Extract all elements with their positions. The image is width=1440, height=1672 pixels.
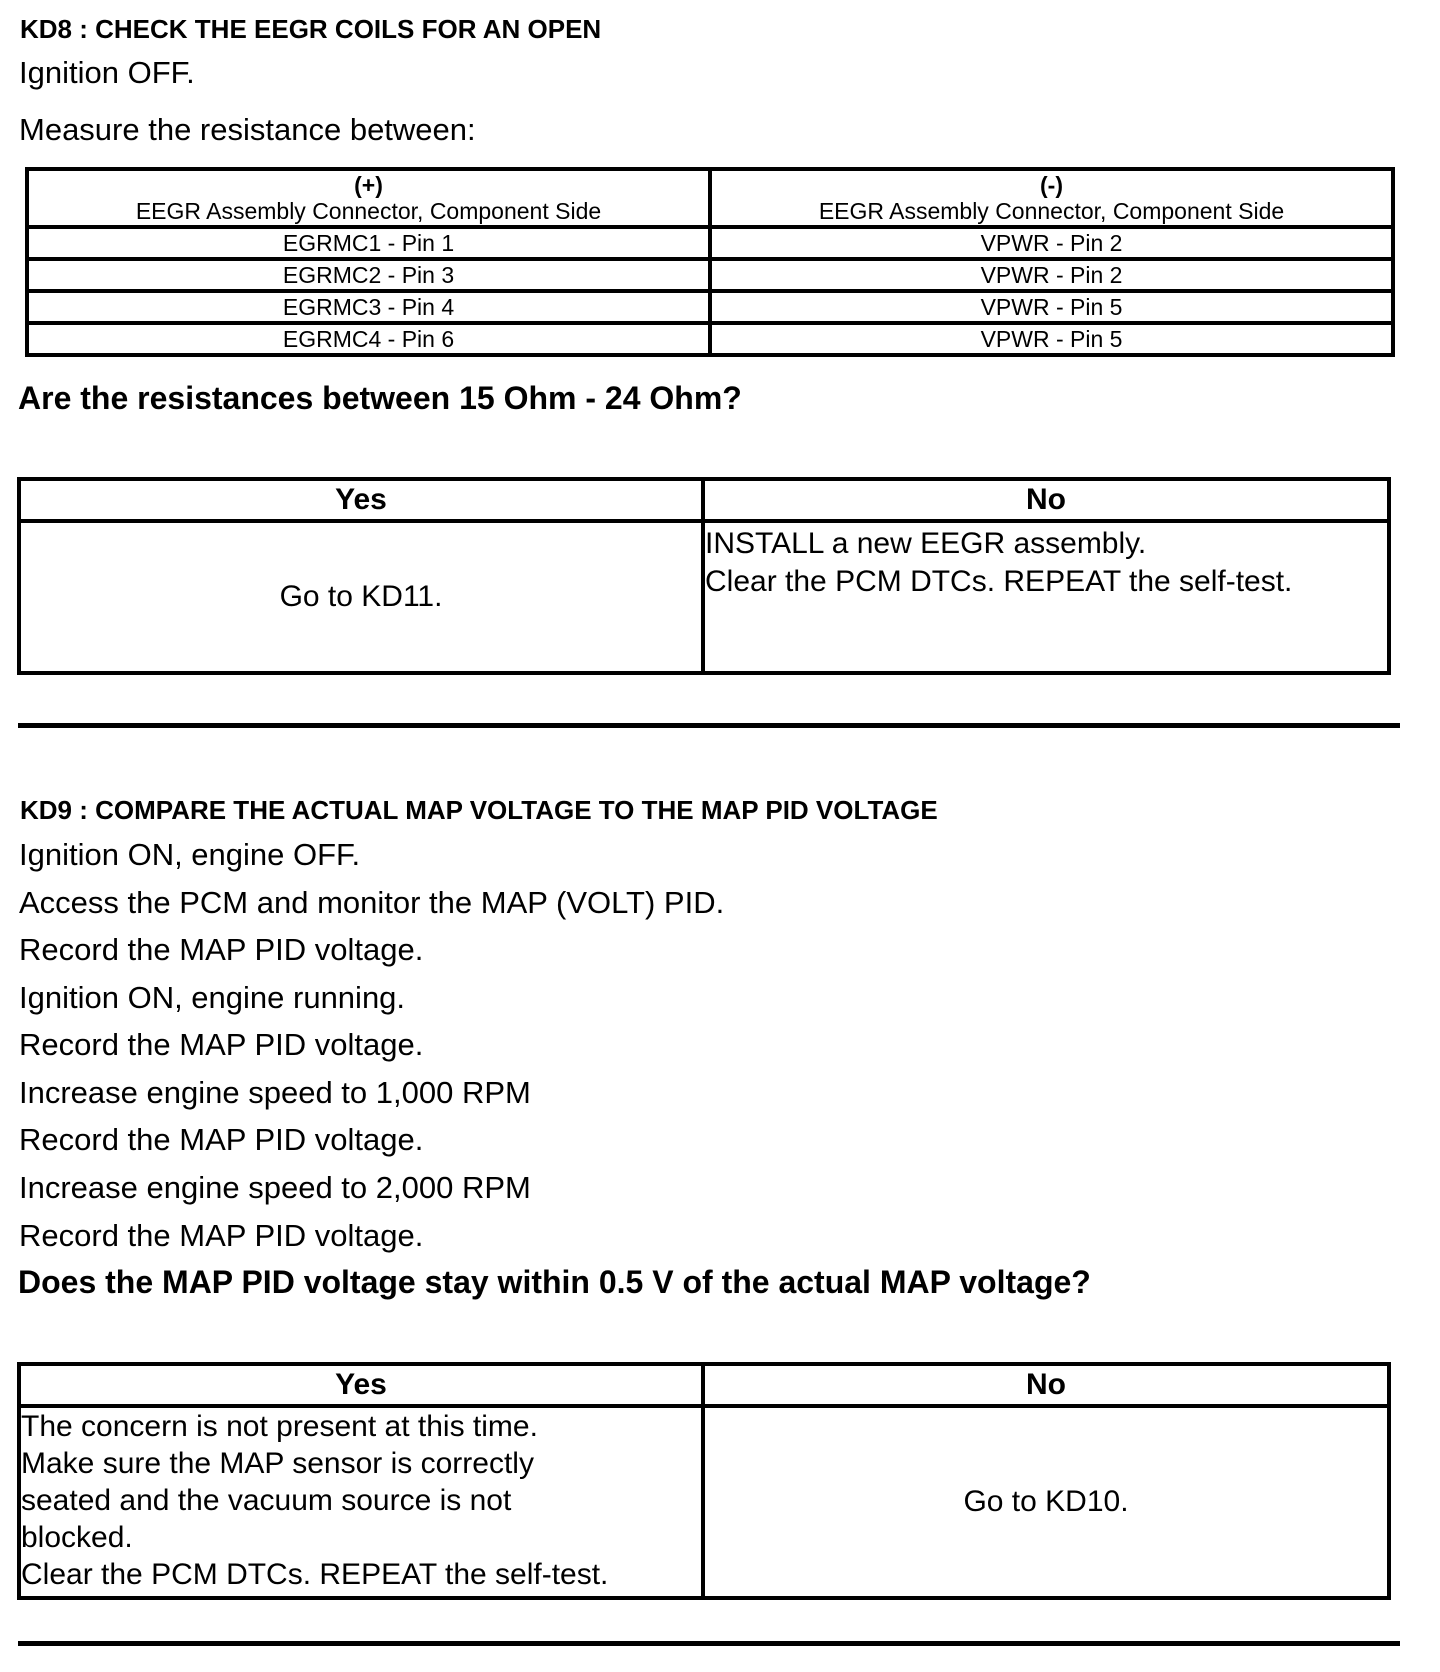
kd9-yes-line: Clear the PCM DTCs. REPEAT the self-test. <box>21 1558 609 1591</box>
plus-sign: (+) <box>354 172 383 198</box>
kd9-yes-header: Yes <box>19 1364 703 1406</box>
kd9-step: Ignition ON, engine running. <box>19 980 406 1015</box>
kd9-step: Record the MAP PID voltage. <box>19 1027 424 1062</box>
kd8-no-line2: Clear the PCM DTCs. REPEAT the self-test. <box>705 565 1293 598</box>
kd8-yes-text: Go to KD11. <box>279 580 443 613</box>
kd9-yes-line: Make sure the MAP sensor is correctly <box>21 1447 534 1480</box>
kd9-yes-line: seated and the vacuum source is not <box>21 1484 512 1517</box>
table-cell-minus: VPWR - Pin 2 <box>710 227 1393 259</box>
plus-column-label: EEGR Assembly Connector, Component Side <box>135 198 602 224</box>
table-cell-minus: VPWR - Pin 2 <box>710 259 1393 291</box>
kd8-measurement-table <box>25 167 1395 357</box>
kd8-question: Are the resistances between 15 Ohm - 24 Ohm? <box>18 380 742 416</box>
kd9-yes-line: blocked. <box>21 1521 133 1554</box>
section-divider <box>18 1641 1400 1646</box>
plus-column-header <box>27 169 710 227</box>
kd9-result-table <box>17 1362 1391 1600</box>
kd8-yes-cell <box>19 521 703 673</box>
kd9-no-text: Go to KD10. <box>963 1485 1129 1518</box>
kd9-step: Access the PCM and monitor the MAP (VOLT) PID. <box>19 885 725 920</box>
kd9-step: Increase engine speed to 1,000 RPM <box>19 1075 531 1110</box>
table-cell-minus: VPWR - Pin 5 <box>710 323 1393 355</box>
kd8-no-cell <box>703 521 1389 673</box>
table-cell-plus: EGRMC4 - Pin 6 <box>27 323 710 355</box>
kd8-step-measure: Measure the resistance between: <box>19 112 476 147</box>
kd9-no-cell <box>703 1406 1389 1598</box>
table-cell-minus: VPWR - Pin 5 <box>710 291 1393 323</box>
kd9-yes-line: The concern is not present at this time. <box>21 1410 538 1443</box>
kd8-heading: KD8 : CHECK THE EEGR COILS FOR AN OPEN <box>20 14 602 44</box>
minus-column-header <box>710 169 1393 227</box>
kd9-step: Ignition ON, engine OFF. <box>19 837 361 872</box>
kd8-result-table <box>17 477 1391 675</box>
table-cell-plus: EGRMC2 - Pin 3 <box>27 259 710 291</box>
kd9-question: Does the MAP PID voltage stay within 0.5 V of the actual MAP voltage? <box>18 1264 1091 1300</box>
kd9-yes-cell <box>19 1406 703 1598</box>
kd9-step: Record the MAP PID voltage. <box>19 932 424 967</box>
table-row <box>27 259 1393 291</box>
kd9-step: Record the MAP PID voltage. <box>19 1218 424 1253</box>
kd8-yes-header: Yes <box>19 479 703 521</box>
minus-sign: (-) <box>1040 172 1063 198</box>
kd9-no-header: No <box>703 1364 1389 1406</box>
kd8-no-header: No <box>703 479 1389 521</box>
table-cell-plus: EGRMC1 - Pin 1 <box>27 227 710 259</box>
table-row <box>27 323 1393 355</box>
kd9-step: Record the MAP PID voltage. <box>19 1122 424 1157</box>
kd8-no-line1: INSTALL a new EEGR assembly. <box>705 527 1147 560</box>
kd9-heading: KD9 : COMPARE THE ACTUAL MAP VOLTAGE TO THE MAP PID VOLTAGE <box>20 795 938 825</box>
table-row <box>27 227 1393 259</box>
table-row <box>27 291 1393 323</box>
kd8-step-ignition-off: Ignition OFF. <box>19 55 195 90</box>
section-divider <box>18 723 1400 728</box>
kd9-step: Increase engine speed to 2,000 RPM <box>19 1170 531 1205</box>
table-cell-plus: EGRMC3 - Pin 4 <box>27 291 710 323</box>
table-header-row <box>27 169 1393 227</box>
minus-column-label: EEGR Assembly Connector, Component Side <box>818 198 1285 224</box>
